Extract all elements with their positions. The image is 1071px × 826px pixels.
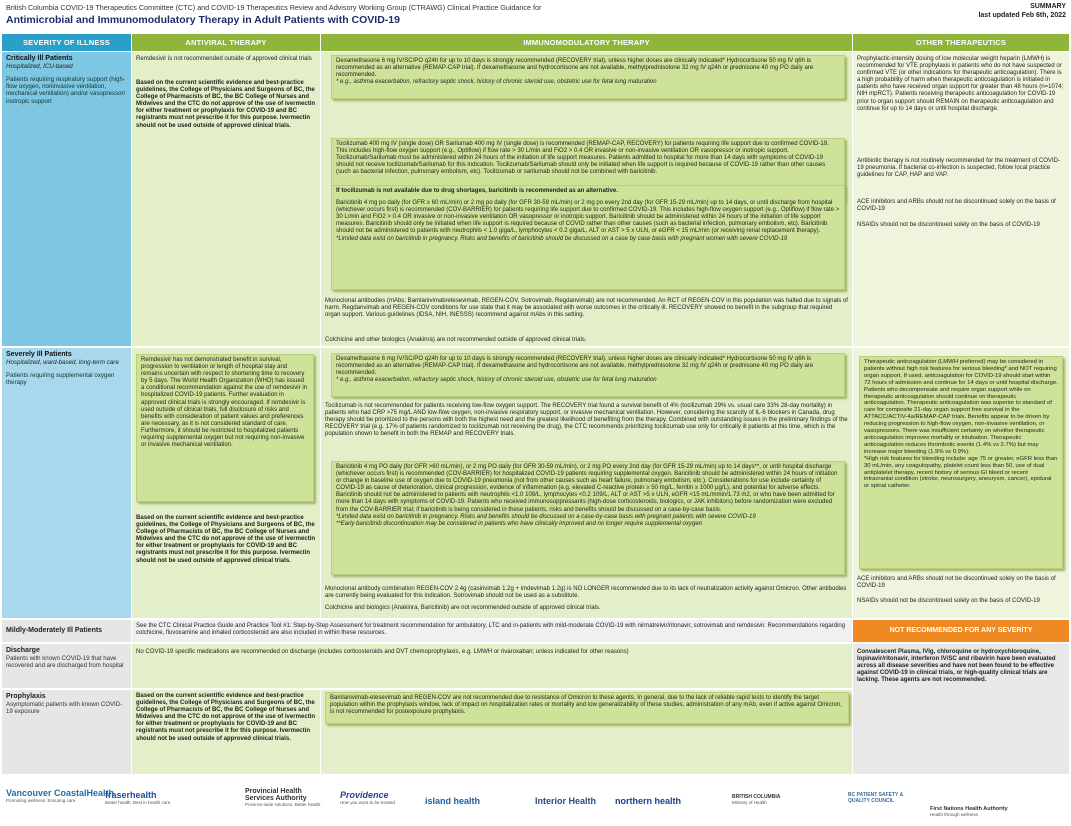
severe-desc: Patients requiring supplemental oxygen therapy — [6, 372, 115, 387]
severe-nsaids: NSAIDs should not be discontinued solely on the basis of COVID-19 — [857, 598, 1040, 604]
critical-sub: Hospitalized, ICU-based — [6, 63, 73, 70]
northern-logo — [615, 796, 681, 806]
fraser-tag: Better health. Best in health care. — [105, 800, 172, 805]
phsa-tag: Province-wide solutions. Better health. — [245, 802, 322, 807]
island-logo — [425, 796, 480, 806]
not-recommended-header: NOT RECOMMENDED FOR ANY SEVERITY — [853, 620, 1069, 642]
fraser-logo — [105, 790, 172, 805]
severe-ivermectin: Based on the current scientific evidence and best-practice guidelines, the College of Physicians and Surgeons of BC, the College of Pharmacists of BC, the BC College of Nurses and Midwives and the CTC do not approve of the use of ivermectin for either treatment or prophylaxis for COVID-19 and BC registrants must not prescribe it for this purpose. Ivermectin should not be used outside of approved clinical trials. — [136, 515, 316, 564]
mild-text-cell — [132, 620, 852, 642]
summary-label: SUMMARY — [1030, 3, 1066, 10]
critical-antibiotic: Antibiotic therapy is not routinely recommended for the treatment of COVID-19 pneumonia. If bacterial co-infection is suspected, follow local practice guidelines for CAP, HAP and VAP. — [857, 158, 1060, 179]
vch-tag: Promoting wellness. Ensuring care. — [6, 798, 77, 803]
severe-other-cell — [853, 348, 1069, 618]
mild-text: See the CTC Clinical Practice Guide and Practice Tool #1: Step-by-Step Assessment for treatment recommendation for ambulatory, LTC and in-patients with mild-moderate COVID-19 with nirmatrelvir/ritonavir, sotrovimab and remdesivir. Recommendations regarding colchicine, fluvoxamine and inhaled corticosteroid are also included in within these resources. — [136, 623, 846, 637]
critical-desc: Patients requiring respiratory support (high-flow oxygen, noninvasive ventilation, mechanical ventilation) and/or vasopressor/ inotropic support — [6, 76, 126, 105]
providence-tag: How you want to be treated. — [340, 800, 397, 805]
critical-other-cell — [853, 52, 1069, 346]
fnha-logo — [930, 806, 1008, 817]
severe-bari-note2: **Early baricitinib discontinuation may be considered in patients who have clinically improved and no longer require supplemental oxygen — [336, 520, 703, 527]
col-header-other: OTHER THERAPEUTICS — [853, 34, 1069, 51]
providence-name: Providence — [340, 790, 389, 800]
critical-bari-text: Baricitinib 4 mg po daily (for GFR ≥ 60 mL/min) or 2 mg po daily (for GFR 30-59 mL/min) or 2 mg po every 2nd day (for GFR 15-29 mL/min) up to 14 days, or until discharge from hospital (whichever occurs first) is recommended (COV-BARRIER) for patients requiring life support due to confirmed COVID-19. This includes high-flow oxygen support (e.g., Optiflow) if flow rate > 30 L/min and FiO2 > 0.4 OR invasive or non-invasive ventilation OR vasopressor or inotropic support. Baricitinib should be administered within 24 hours of the initiation of life support measures. Baricitinib should only be initiated when life support is required because of COVID rather than other causes (such as bacterial infection, pulmonary embolism, etc). Baricitinib should not be administered to patients with neutrophils < 1.0 giga/L, lymphocytes < 0.2 giga/L, ALT or AST > 5 x ULN, or eGFR < 15 mL/min (or receiving renal replacement therapy). — [336, 200, 840, 235]
document-header — [6, 3, 1066, 33]
severe-bari-text: Baricitinib 4 mg PO daily (for GFR >60 mL/min), or 2 mg PO daily (for GFR 30-59 mL/min), or 2 mg PO every 2nd day (for GFR 15-29 mL/min) up to 14 days**, or until hospital discharge (whichever occurs first) is recommended (COV-BARRIER) for hospitalized COVID-19 patients requiring supplemental oxygen. Baricitinib should be administered within 24 hours of initiation or change in baseline use of oxygen due to COVID-19 pneumonia (not from other causes such as heart failure, pulmonary embolism, etc.). Considerations for use include certainty of COVID-19 as cause of deterioration, clinical progression, evidence of inflammation (e.g. elevated C-reactive protein ≥ 50 mg/L, ferritin ≥ 1000 μg/L), and potential for adverse effects. Baricitinib should not be administered to patients with neutrophils <1.0 109/L, lymphocytes <0.2 109/L, ALT or AST >5 x ULN, eGFR <15 mL/mmin/1.73 m2, or who have been admitted for more than 14 days with symptoms of COVID-19. Patients who received immunosuppressants (high-dose corticosteroids, biologics, or JAK inhibitors) before randomization were excluded from the COV-BARRIER trial; if baricitinib is being considered in these patients, risks and benefits should be discussed on a case-by-case basis. — [336, 464, 838, 513]
critical-bari-head: If tocilizumab is not available due to drug shortages, baricitinib is recommended as an alternative. — [336, 188, 618, 194]
severe-title: Severely Ill Patients — [6, 351, 72, 358]
phsa-name: Provincial Health Services Authority — [245, 788, 307, 802]
critical-bari-box — [331, 185, 845, 290]
severe-antiviral-cell — [132, 348, 320, 618]
severe-remdesivir-box — [136, 354, 314, 502]
page-title: Antimicrobial and Immunomodulatory Therapy in Adult Patients with COVID-19 — [6, 14, 400, 26]
last-updated: last updated Feb 6th, 2022 — [978, 11, 1066, 19]
psqc-name: BC PATIENT SAFETY & QUALITY COUNCIL — [848, 792, 904, 804]
prophylaxis-mab: Bamlanivimab-etesevimab and REGEN-COV are not recommended due to resistance of Omicron to these agents. In general, due to the lack of reliable rapid tests to identify the target population within the prophylaxis window, lack of impact on hospitalization rates or mortality and low generalizability of these studies, administration of any mAb, even if active against Omicron, is not recommended for postexposure prophylaxis. — [330, 695, 842, 716]
vch-name: Vancouver CoastalHealth — [6, 788, 115, 798]
discharge-title: Discharge — [6, 647, 40, 654]
critical-toci-text: Tocilizumab 400 mg IV (single dose) OR Sarilumab 400 mg IV (single dose) is recommended (REMAP-CAP, RECOVERY) for patients requiring life support due to confirmed COVID-19. This includes high-flow oxygen support (e.g., Optiflow) if flow rate > 30 L/min and FiO2 > 0.4 OR invasive or non-invasive ventilation OR vasopressor or inotropic support. Tocilizumab/Sarilumab must be administered within 24 hours of the initiation of life support measures. Patients admitted to hospital for more than 14 days with symptoms of COVID-19 should not receive tocilizumab/Sarilumab for this indication. Tocilizumab/Sarilumab should only be initiated when life support is required because of COVID-19 rather than other causes (such as bacterial infection, pulmonary embolism, etc). Tocilizumab or sarilumab should not be combined with baricitinib. — [336, 141, 829, 176]
critical-antiviral-cell — [132, 52, 320, 346]
severe-dexa-box — [331, 353, 845, 397]
moh-logo — [732, 794, 802, 805]
not-recommended-cell — [853, 644, 1069, 774]
severe-severity-cell — [2, 348, 131, 618]
severe-remdesivir: Remdesivir has not demonstrated benefit in survival, progression to ventilation or length of hospital stay and remains uncertain with respect to shortening time to recovery by 5 days. The World Health Organization (WHO) has issued a conditional recommendation against the use of remdesivir in hospitalized COVID-19 patients. Further evaluation in approved clinical trials is strongly encouraged. If remdesivir is used outside of clinical trials, full disclosure of risks and benefits with consideration of patient values and preferences are necessary, as it is not considered standard of care. Furthermore, it should be restricted to hospitalized patients requiring supplemental oxygen but not requiring non-invasive or invasive mechanical ventilation. — [141, 357, 308, 449]
critical-dexa-box — [331, 55, 845, 99]
severe-sub: Hospitalized, ward-based, long-term care — [6, 359, 119, 366]
prophylaxis-desc: Asymptomatic patients with known COVID-19 exposure — [6, 701, 123, 715]
header-subtitle: British Columbia COVID-19 Therapeutics Committee (CTC) and COVID-19 Therapeutics Review and Advisory Working Group (CTRAWG) Clinical Practice Guidance for — [6, 3, 542, 12]
critical-colch: Colchicine and other biologics (Anakinra) are not recommended outside of approved clinical trials. — [325, 337, 587, 343]
severe-dexa-text: Dexamethasone 6 mg IV/SC/PO q24h for up to 10 days is strongly recommended (RECOVERY trial), unless higher doses are clinically indicated* Hydrocortisone 50 mg IV q6h is recommended as an alternative (REMAP-CAP trial). If dexamethasone and hydrocortisone are not available, methylprednisolone 32 mg IV q24h or prednisone 40 mg PO daily are recommended. — [336, 356, 814, 377]
providence-logo — [340, 790, 396, 805]
critical-ace: ACE inhibitors and ARBs should not be discontinued solely on the basis of COVID-19 — [857, 199, 1056, 213]
header-right — [978, 3, 1066, 20]
severe-dexa-note: * e.g., asthma exacerbation, refractory septic shock, history of chronic steroid use, obstetric use for fetal lung maturation — [336, 377, 657, 384]
critical-severity-cell — [2, 52, 131, 346]
critical-nsaids: NSAIDs should not be discontinued solely on the basis of COVID-19 — [857, 222, 1040, 228]
interior-name: Interior Health — [535, 796, 597, 806]
northern-name: northern health — [615, 796, 682, 806]
mild-severity-cell — [2, 620, 131, 642]
col-header-immuno: IMMUNOMODULATORY THERAPY — [321, 34, 852, 51]
critical-title: Critically Ill Patients — [6, 55, 73, 62]
severe-immuno-cell — [321, 348, 852, 618]
severe-anticoag-box — [859, 356, 1063, 569]
critical-remdesivir: Remdesivir is not recommended outside of approved clinical trials — [136, 56, 312, 62]
critical-dexa-text: Dexamethasone 6 mg IV/SC/PO q24h for up to 10 days is strongly recommended (RECOVERY trial), unless higher doses are clinically indicated* Hydrocortisone 50 mg IV q6h is recommended as an alternative (REMAP-CAP trial). If dexamethasone and hydrocortisone are not available, methylprednisolone 32 mg IV q24h or prednisone 40 mg PO daily are recommended. — [336, 58, 814, 79]
moh-bc: BRITISH COLUMBIA — [732, 794, 781, 800]
critical-bari-note: *Limited data exist on baricitinib in pregnancy. Risks and benefits of baricitinib should be discussed on a case by case basis with pregnant women with severe COVID-19 — [336, 235, 788, 242]
discharge-text: No COVID-19 specific medications are recommended on discharge (includes corticosteroids and DVT chemoprophylaxis, e.g. LMWH or rivaroxaban; unless indicated for other reasons) — [136, 649, 629, 655]
col-header-severity: SEVERITY OF ILLNESS — [2, 34, 131, 51]
severe-mab: Monoclonal antibody combination REGEN-COV 2.4g (casirivimab 1.2g + imdevimab 1.2g) is NO LONGER recommended due to its lack of neutralization activity against Omicron. Other antibodies are currently being evaluated for this indication. Sotrovimab should not be used as a substitute. — [325, 586, 847, 600]
phsa-logo — [245, 788, 325, 807]
island-name: island health — [425, 796, 481, 806]
col-header-antiviral: ANTIVIRAL THERAPY — [132, 34, 320, 51]
severe-colch: Colchicine and biologics (Anakinra, Baricitinib) are not recommended outside of approved clinical trials. — [325, 605, 601, 611]
not-recommended-text: Convalescent Plasma, IVIg, chloroquine or hydroxychloroquine, lopinavir/ritonavir, interferon IV/SC and ribavirin have been evaluated across all disease severities and have not been found to be effective against COVID-19 in clinical trials, or high-quality clinical trials are lacking. These agents are not recommended. — [857, 649, 1056, 684]
discharge-desc: Patients with known COVID-19 that have recovered and are discharged from hospital — [6, 655, 124, 669]
critical-mabs: Monoclonal antibodies (mAbs; Bamlanivimab/etesevimab, REGEN-COV, Sotrovimab, Regdanvimab) are not recommended. An RCT of REGEN-COV in this population was halted due to signals of harm. Regdanvimab and REGEN-COV conditions for use state that it may be associated with worse outcomes in the critically ill. RECOVERY showed no benefit in the subgroup that required organ support. Various guidelines (IDSA, NIH, INESSS) recommend against mAbs in this setting. — [325, 298, 848, 319]
fraser-name: fraserhealth — [105, 790, 157, 800]
interior-logo — [535, 796, 596, 806]
severe-ace: ACE inhibitors and ARBs should not be discontinued solely on the basis of COVID-19 — [857, 576, 1056, 590]
prophylaxis-antiviral-cell — [132, 690, 320, 774]
severe-bari-box — [331, 461, 845, 575]
prophylaxis-mab-box — [325, 692, 849, 724]
vch-logo — [6, 788, 114, 803]
discharge-severity-cell — [2, 644, 131, 688]
prophylaxis-ivermectin: Based on the current scientific evidence and best-practice guidelines, the College of Physicians and Surgeons of BC, the College of Pharmacists of BC, the BC College of Nurses and Midwives and the CTC do not approve of the use of ivermectin for either treatment or prophylaxis for COVID-19 and BC registrants must not prescribe it for this purpose. Ivermectin should not be used outside of approved clinical trials. — [136, 693, 316, 742]
severe-bleed-note: *High risk features for bleeding include: age 75 or greater, eGFR less than 30 mL/min, any coagulopathy, platelet count less than 50, use of dual antiplatelet therapy, recent history of serious GI bleed or recent intracranial condition (stroke, neurosurgery, aneurysm, cancer), epidural or spinal catheter. — [864, 455, 1058, 490]
prophylaxis-severity-cell — [2, 690, 131, 774]
footer-logos — [0, 776, 1071, 826]
prophylaxis-immuno-cell — [321, 690, 852, 774]
critical-immuno-cell — [321, 52, 852, 346]
critical-lmwh: Prophylactic-intensity dosing of low molecular weight heparin (LMWH) is recommended for VTE prophylaxis in patients who do not have suspected or confirmed VTE (or other indications for therapeutic anticoagulation). There is a high probability of harm when therapeutic anticoagulation is initiated in patients who have received organ support for greater than 48 hours (n=1074; NIH mpRCT). Patients receiving therapeutic anticoagulation for COVID-19 prior to organ support should REMAIN on therapeutic anticoagulation and continue for up to 14 days or until hospital discharge. — [857, 56, 1064, 112]
severe-bari-note1: *Limited data exist on baricitinib in pregnancy. Risks and benefits should be discussed on a case-by-case basis with pregnant patients with severe COVID-19 — [336, 513, 756, 520]
prophylaxis-title: Prophylaxis — [6, 693, 46, 700]
discharge-text-cell — [132, 644, 852, 688]
psqc-logo — [848, 792, 918, 804]
severe-toci: Tocilizumab is not recommended for patients receiving low-flow oxygen support. The RECOVERY trial found a survival benefit of 4% (tocilizumab 29% vs. usual care 33% 28-day mortality) in patients who had CRP >75 mg/L AND low-flow oxygen, non-invasive respiratory support, or invasive mechanical ventilation. However, considering the scarcity of IL-6 blockers in Canada, drug therapy should be prioritized to the persons with both the highest need and the greatest likelihood of benefiting from the therapy. Combined with outstanding issues in the preliminary findings of the RECOVERY trial (e.g. 17% of patients randomized to tocilizumab not receiving the drug), the CTC recommends prioritizing tocilizumab use only for critically ill patients at this time, which is the population shown to benefit in both the REMAP and RECOVERY trials. — [325, 403, 848, 438]
severe-anticoag: Therapeutic anticoagulation (LMWH preferred) may be considered in patients without high risk features for serious bleeding* and NOT requiring organ support. If used, anticoagulation for COVID-19 should start within 72 hours of admission and continue for 14 days or until hospital discharge. Patients who decompensate and require organ support while on therapeutic anticoagulation should continue on therapeutic anticoagulation. Therapeutic anticoagulation was superior to standard of care for composite 21-day organ support free survival in the ATTACC/ACTIV-4a/REMAP-CAP trials. Benefits appear to be driven by reducing progression to high-flow oxygen, non-invasive ventilation, or vasopressors. There was insufficient certainty on whether therapeutic anticoagulation improves mortality or intubation. Therapeutic anticoagulation reduces thrombotic events (1.4% vs 2.7%) but may increase major bleeding (1.9% vs 0.9%). — [864, 359, 1058, 455]
mild-title: Mildly-Moderately Ill Patients — [6, 627, 103, 634]
fnha-tag: Health through wellness — [930, 812, 979, 817]
fnha-name: First Nations Health Authority — [930, 806, 1008, 812]
critical-ivermectin: Based on the current scientific evidence and best-practice guidelines, the College of Physicians and Surgeons of BC, the College of Pharmacists of BC, the BC College of Nurses and Midwives and the CTC do not approve of the use of ivermectin for either treatment or prophylaxis for COVID-19 and BC registrants must not prescribe it for this purpose. Ivermectin should not be used outside of approved clinical trials. — [136, 80, 316, 129]
moh-name: Ministry of Health — [732, 800, 767, 805]
critical-dexa-note: * e.g., asthma exacerbation, refractory septic shock, history of chronic steroid use, obstetric use for fetal lung maturation — [336, 79, 657, 86]
